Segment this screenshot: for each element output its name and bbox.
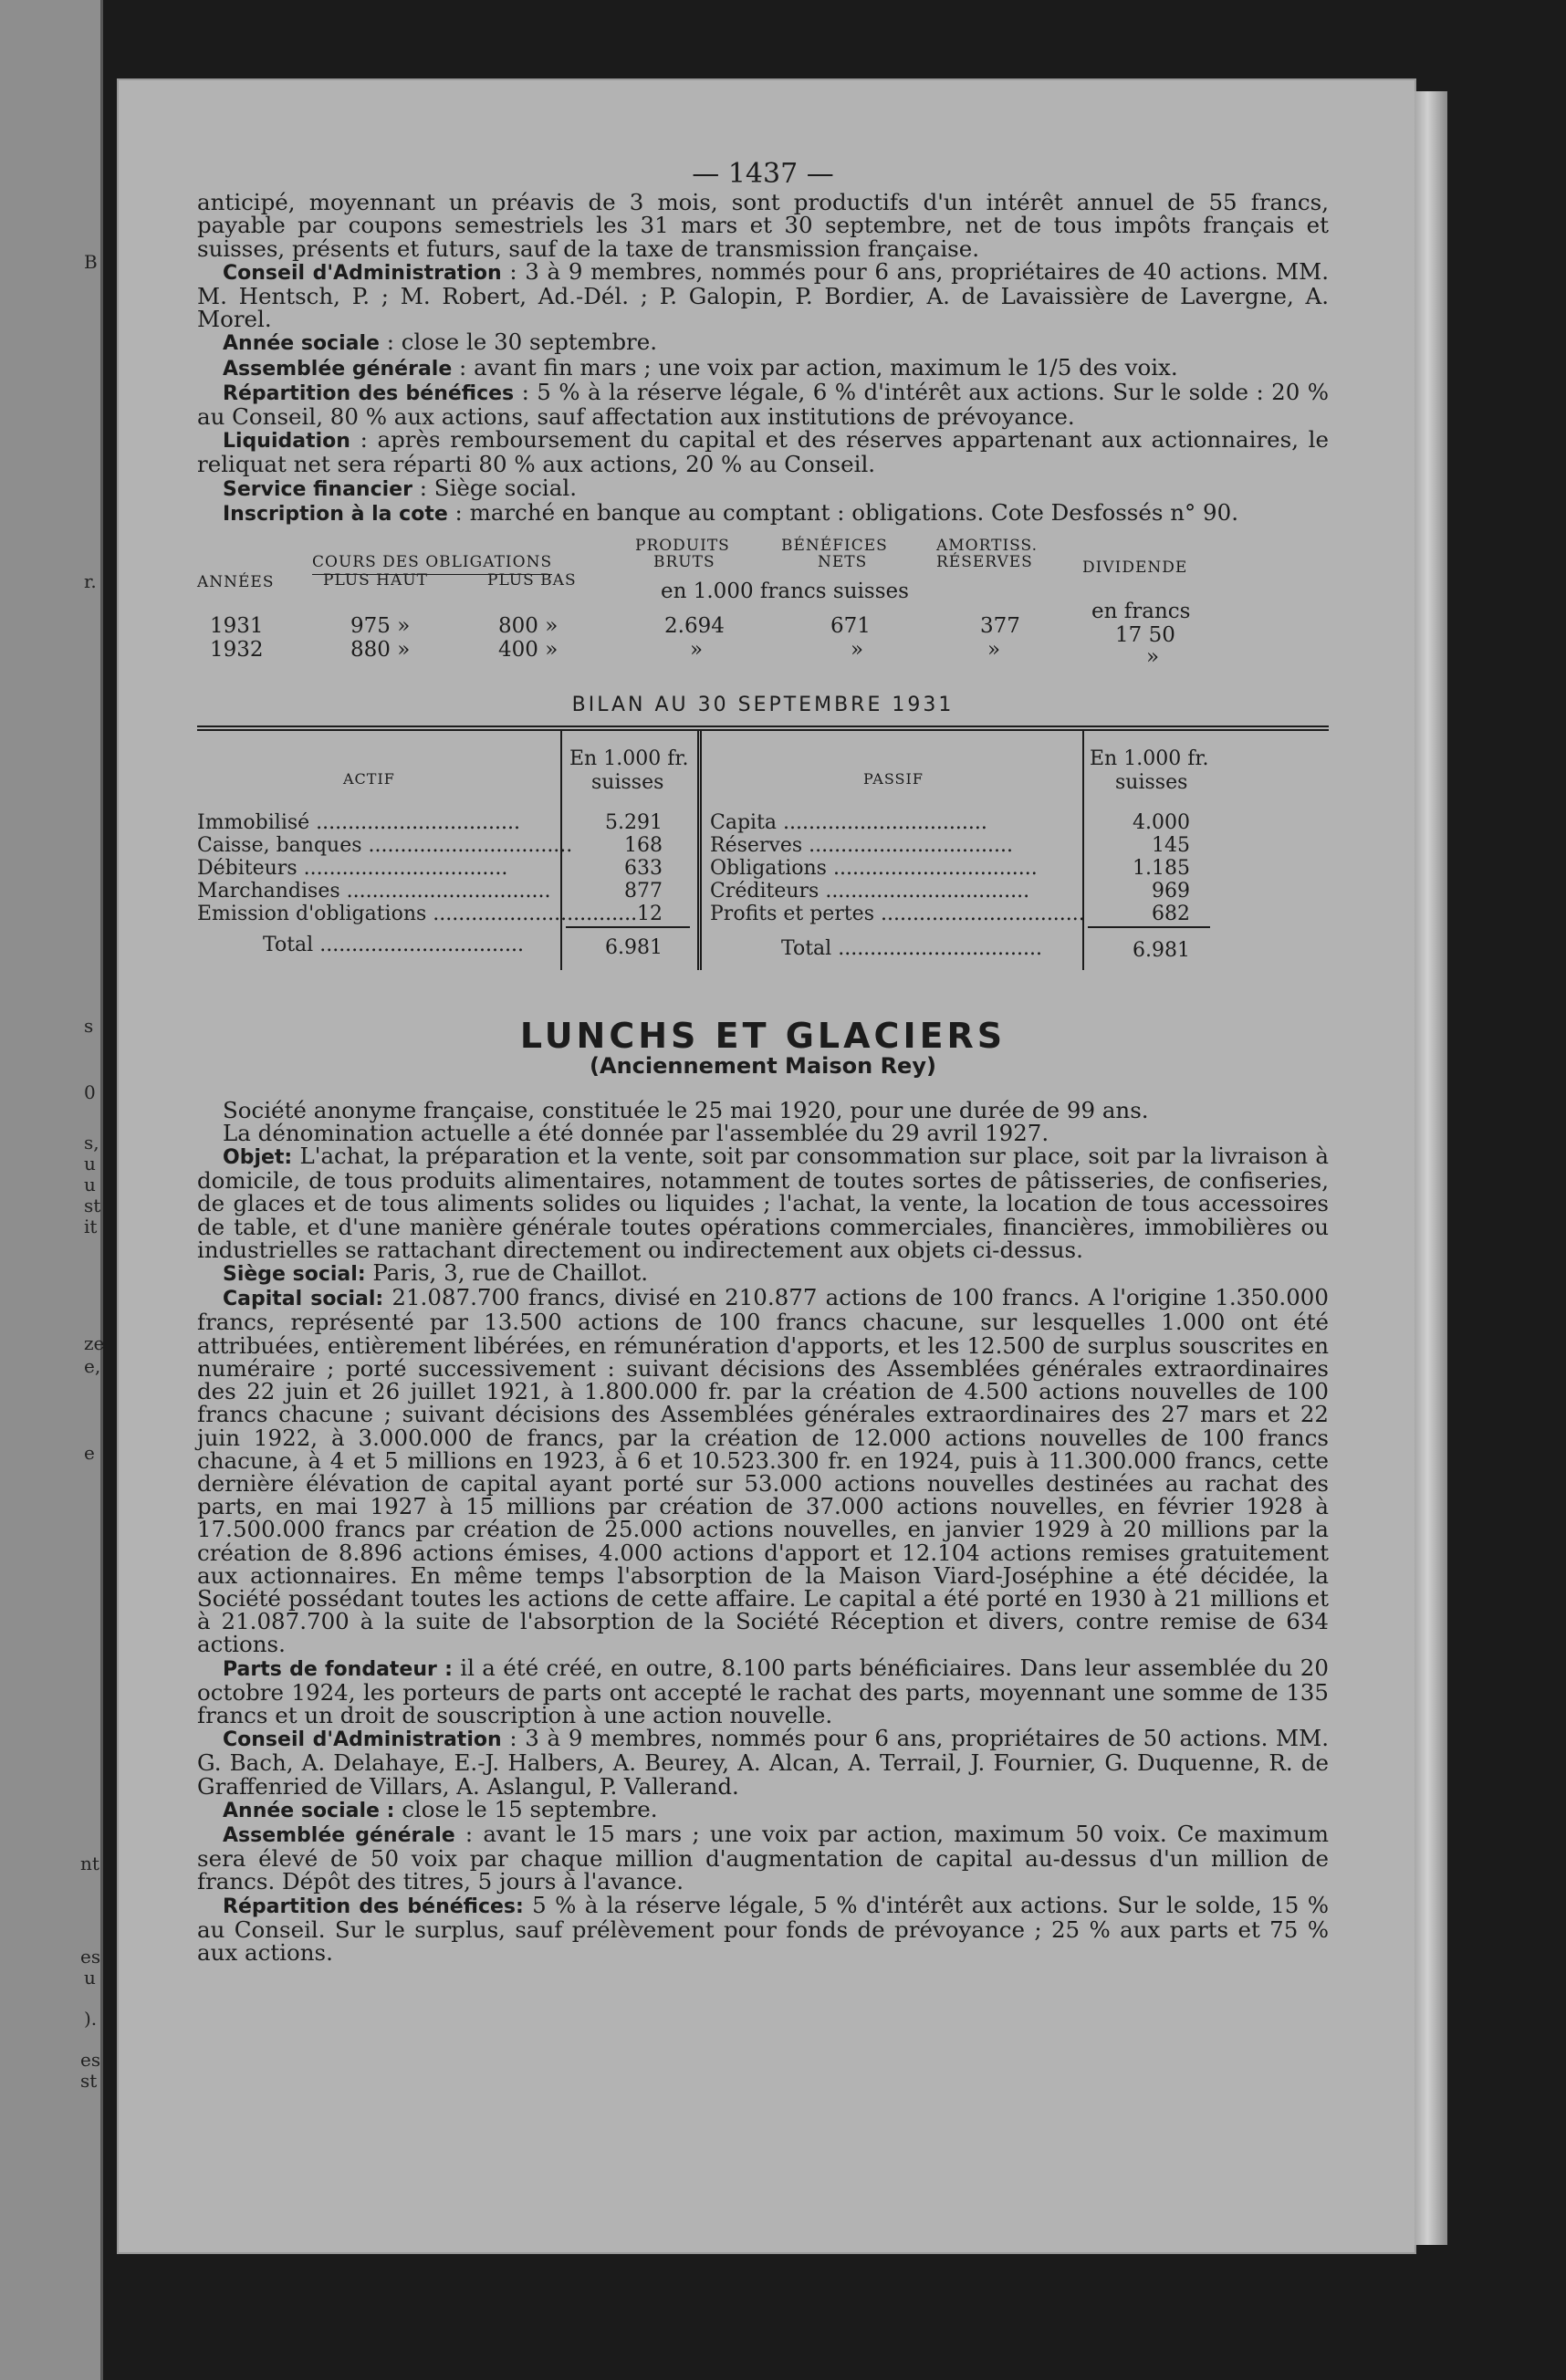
row-dividende: » bbox=[1146, 645, 1160, 670]
para-label: Conseil d'Administration bbox=[223, 261, 502, 285]
s1-para-annee bbox=[197, 330, 1329, 355]
passif-row: Capita ................................ bbox=[710, 811, 987, 835]
actif-total-label: Total bbox=[263, 934, 314, 957]
actif-row-label: Marchandises bbox=[197, 880, 340, 903]
facing-page-fragment: es bbox=[80, 1946, 101, 1968]
para-text: il a été créé, en outre, 8.100 parts bénéficiaires. Dans leur assemblée du 20 octobre 1924, les porteurs de parts ont accepté le rachat des parts, moyennant une somme de 135 francs et un droit de souscription à une action nouvelle. bbox=[197, 1654, 1329, 1728]
header-reserves: RÉSERVES bbox=[936, 553, 1033, 572]
passif-row: Réserves ................................ bbox=[710, 834, 1013, 858]
passif-row-label: Profits et pertes bbox=[710, 903, 874, 926]
passif-row-label: Capita bbox=[710, 811, 778, 835]
actif-header: ACTIF bbox=[343, 770, 395, 788]
para-label: Parts de fondateur : bbox=[223, 1657, 453, 1681]
section-title: LUNCHS ET GLACIERS bbox=[519, 1016, 1007, 1057]
header-plus-haut: PLUS HAUT bbox=[323, 571, 428, 590]
s1-para-repartition bbox=[197, 378, 1329, 431]
page-number: — 1437 — bbox=[692, 158, 834, 190]
s2-para-siege bbox=[197, 1261, 1329, 1286]
para-label: Répartition des bénéfices: bbox=[223, 1895, 524, 1918]
actif-row: Immobilisé ................................ bbox=[197, 811, 520, 835]
row-dividende: 17 50 bbox=[1115, 623, 1175, 648]
facing-page-fragment: s bbox=[84, 1015, 94, 1037]
actif-row-value: 633 bbox=[624, 857, 663, 881]
passif-total-rule bbox=[1088, 926, 1210, 928]
para-label: Année sociale bbox=[223, 332, 380, 356]
facing-page-fragment: u bbox=[84, 1174, 96, 1195]
passif-unit-bottom: suisses bbox=[1115, 771, 1188, 795]
para-text: Paris, 3, rue de Chaillot. bbox=[365, 1259, 649, 1287]
balance-sheet bbox=[197, 725, 1329, 970]
passif-row-value: 1.185 bbox=[1133, 857, 1190, 881]
actif-row: Caisse, banques ................................ bbox=[197, 834, 573, 858]
s2-para-annee bbox=[197, 1795, 1329, 1822]
actif-unit-bottom: suisses bbox=[591, 771, 664, 795]
actif-row-label: Débiteurs bbox=[197, 857, 298, 881]
facing-page-fragment: st bbox=[84, 1195, 101, 1216]
facing-page-fragment: ze bbox=[84, 1332, 105, 1354]
row-plus-haut: 975 » bbox=[350, 614, 411, 639]
passif-row-value: 4.000 bbox=[1133, 811, 1190, 835]
row-annee: 1931 bbox=[210, 614, 264, 639]
actif-row-label: Caisse, banques bbox=[197, 834, 362, 858]
para-text: : avant le 15 mars ; une voix par action, maximum 50 voix. Ce maximum sera élevé de 50 voix par chaque million d'augmentation de capital au-dessus d'un million de francs. Dépôt des titres, 5 jours à l'avance. bbox=[197, 1820, 1329, 1895]
passif-row: Obligations ................................ bbox=[710, 857, 1038, 881]
row-plus-haut: 880 » bbox=[350, 638, 411, 663]
para-label: Répartition des bénéfices bbox=[223, 381, 515, 405]
facing-page-fragment: ). bbox=[84, 2008, 98, 2030]
header-produits: PRODUITS bbox=[635, 537, 730, 556]
para-text: 21.087.700 francs, divisé en 210.877 actions de 100 francs. A l'origine 1.350.000 francs, représenté par 13.500 actions de 100 francs chacune, sur lesquelles 1.000 ont été attribuées, entièrement libérées, en rémunération d'apports, et les 12.500 de surplus souscrites en numéraire ; porté successivement : suivant décisions des Assemblées générales extraordinaires des 22 juin et 26 juillet 1921, à 1.800.000 fr. par la création de 4.500 actions nouvelles de 100 francs chacune ; suivant décisions des Assemblées générales extraordinaires des 27 mars et 22 juin 1922, à 3.000.000 de francs, par la création de 12.000 actions nouvelles de 100 francs chacune, à 4 et 5 millions en 1923, à 6 et 10.523.300 fr. en 1924, puis à 11.300.000 francs, cette dernière élévation de capital ayant porté sur 53.000 actions nouvelles destinées au rachat des parts, en mai 1927 à 15 millions par création de 37.000 actions nouvelles, en février 1928 à 17.500.000 francs par création de 25.000 actions nouvelles, en janvier 1929 à 20 millions par la création de 8.896 actions émises, 4.000 actions d'apport et 12.104 actions remises gratuitement aux actionnaires. En même temps l'absorption de la Maison Viard-Joséphine a été décidée, la Société possédant toutes les actions de cette affaire. Le capital a été porté en 1930 à 21 millions et à 21.087.700 à la suite de l'absorption de la Société Réception et divers, contre remise de 634 actions. bbox=[197, 1284, 1329, 1658]
actif-total-row: Total ................................ bbox=[263, 934, 524, 957]
row-bruts: 2.694 bbox=[664, 614, 725, 639]
s1-para-liquidation bbox=[197, 426, 1329, 478]
col-divider bbox=[1082, 731, 1084, 970]
passif-row-value: 969 bbox=[1152, 880, 1190, 903]
facing-page-edge bbox=[0, 0, 103, 2380]
passif-header: PASSIF bbox=[863, 770, 924, 788]
s2-para-assemblee bbox=[197, 1822, 1329, 1894]
actif-row-value: 5.291 bbox=[605, 811, 663, 835]
para-text: : Siège social. bbox=[412, 474, 577, 501]
actif-row: Marchandises ................................ bbox=[197, 880, 551, 903]
para-label: Inscription à la cote bbox=[223, 502, 448, 526]
actif-row-value: 877 bbox=[624, 880, 663, 903]
facing-page-fragment: s, bbox=[84, 1132, 99, 1153]
passif-row: Créditeurs ................................ bbox=[710, 880, 1030, 903]
document-page bbox=[119, 80, 1415, 2252]
para-text: : 5 % à la réserve légale, 6 % d'intérêt aux actions. Sur le solde : 20 % au Conseil, 80 % aux actions, sauf affectation aux institutions de prévoyance. bbox=[197, 378, 1329, 431]
actif-total-rule bbox=[566, 926, 690, 928]
facing-page-fragment: e bbox=[84, 1442, 95, 1464]
section-subtitle: (Anciennement Maison Rey) bbox=[590, 1053, 936, 1080]
actif-row-label: Immobilisé bbox=[197, 811, 310, 835]
facing-page-fragment: e, bbox=[84, 1355, 101, 1377]
para-label: Siège social: bbox=[223, 1263, 366, 1287]
para-text: L'achat, la préparation et la vente, soit par consommation sur place, soit par la livraison à domicile, de tous produits alimentaires, notamment de toutes sortes de pâtisseries, de confiseries, de glaces et de tous aliments solides ou liquides ; l'achat, la vente, la location de tous accessoires de table, et d'une manière générale toutes opérations commerciales, financières, immobilières ou industrielles se rattachant directement ou indirectement aux objets ci-dessus. bbox=[197, 1143, 1329, 1263]
passif-row-label: Réserves bbox=[710, 834, 803, 858]
s1-para-assemblee bbox=[197, 353, 1329, 381]
s1-para-conseil bbox=[197, 257, 1329, 333]
passif-unit-top: En 1.000 fr. bbox=[1090, 747, 1209, 771]
actif-row: Débiteurs ................................ bbox=[197, 857, 508, 881]
s2-intro-2: La dénomination actuelle a été donnée par l'assemblée du 29 avril 1927. bbox=[223, 1119, 1049, 1146]
header-nets: NETS bbox=[818, 553, 868, 572]
passif-row-label: Obligations bbox=[710, 857, 827, 881]
header-plus-bas: PLUS BAS bbox=[487, 571, 577, 590]
passif-row-label: Créditeurs bbox=[710, 880, 820, 903]
para-label: Année sociale : bbox=[223, 1799, 395, 1822]
actif-total-value: 6.981 bbox=[605, 936, 663, 960]
bilan-title: BILAN AU 30 SEPTEMBRE 1931 bbox=[571, 694, 955, 717]
para-text: : 3 à 9 membres, nommés pour 6 ans, propriétaires de 50 actions. MM. G. Bach, A. Delahaye, E.-J. Halbers, A. Beurey, A. Alcan, A. Terrail, J. Fournier, G. Duquenne, R. de Graffenried de Villars, A. Aslangul, P. Vallerand. bbox=[197, 1725, 1329, 1800]
para-text: : 3 à 9 membres, nommés pour 6 ans, propriétaires de 40 actions. MM. M. Hentsch, P. ; M. Robert, Ad.-Dél. ; P. Galopin, P. Bordier, A. de Lavaissière de Lavergne, A. Morel. bbox=[197, 257, 1329, 333]
facing-page-fragment: u bbox=[84, 1967, 96, 1989]
page-edge-stack bbox=[1415, 91, 1447, 2245]
facing-page-fragment: u bbox=[84, 1153, 96, 1174]
s2-para-objet bbox=[197, 1144, 1329, 1261]
passif-row-value: 145 bbox=[1152, 834, 1190, 858]
para-text: : marché en banque au comptant : obligations. Cote Desfossés n° 90. bbox=[447, 498, 1238, 526]
passif-row: Profits et pertes ................................ bbox=[710, 903, 1085, 926]
header-annees: ANNÉES bbox=[197, 573, 275, 592]
header-dividende: DIVIDENDE bbox=[1082, 558, 1188, 578]
actif-row-label: Emission d'obligations bbox=[197, 903, 427, 926]
facing-page-fragment: nt bbox=[80, 1853, 99, 1874]
actif-row: Emission d'obligations ................................ bbox=[197, 903, 638, 926]
header-unit: en 1.000 francs suisses bbox=[661, 579, 909, 604]
s2-intro-1: Société anonyme française, constituée le 25 mai 1920, pour une durée de 99 ans. bbox=[223, 1096, 1149, 1123]
facing-page-fragment: es bbox=[80, 2049, 101, 2071]
para-label: Service financier bbox=[223, 477, 412, 501]
facing-page-fragment: B bbox=[84, 251, 98, 273]
facing-page-fragment: st bbox=[80, 2070, 98, 2092]
header-cours: COURS DES OBLIGATIONS bbox=[312, 551, 552, 575]
actif-row-value: 12 bbox=[637, 903, 663, 926]
para-text: : après remboursement du capital et des réserves appartenant aux actionnaires, le reliquat net sera réparti 80 % aux actions, 20 % au Conseil. bbox=[197, 426, 1329, 478]
para-text: 5 % à la réserve légale, 5 % d'intérêt aux actions. Sur le solde, 15 % au Conseil. Sur le surplus, sauf prélèvement pour fonds de prévoyance ; 25 % aux parts et 75 % aux actions. bbox=[197, 1891, 1330, 1966]
actif-unit-top: En 1.000 fr. bbox=[569, 747, 689, 771]
para-label: Assemblée générale bbox=[223, 1823, 455, 1847]
actif-row-value: 168 bbox=[624, 834, 663, 858]
header-en-francs: en francs bbox=[1091, 600, 1191, 624]
s2-para-parts bbox=[197, 1656, 1329, 1728]
col-divider bbox=[697, 731, 702, 970]
row-bruts: » bbox=[690, 638, 704, 663]
passif-total-label: Total bbox=[781, 937, 832, 961]
row-plus-bas: 800 » bbox=[498, 614, 559, 639]
row-nets: 671 bbox=[830, 614, 871, 639]
passif-total-value: 6.981 bbox=[1133, 939, 1190, 963]
s2-para-conseil bbox=[197, 1727, 1329, 1798]
s1-para-service bbox=[197, 476, 1329, 501]
row-nets: » bbox=[851, 638, 864, 663]
header-benefices: BÉNÉFICES bbox=[781, 537, 888, 556]
header-amortiss: AMORTISS. bbox=[936, 537, 1038, 556]
para-label: Capital social: bbox=[223, 1288, 384, 1311]
header-bruts: BRUTS bbox=[653, 553, 715, 572]
facing-page-fragment: it bbox=[84, 1216, 98, 1237]
stats-table bbox=[197, 535, 1329, 681]
row-reserves: 377 bbox=[980, 614, 1020, 639]
s2-para-capital bbox=[197, 1284, 1329, 1658]
para-label: Assemblée générale bbox=[223, 357, 453, 381]
row-plus-bas: 400 » bbox=[498, 638, 559, 663]
para-label: Objet: bbox=[223, 1146, 293, 1170]
intro-text: anticipé, moyennant un préavis de 3 mois, sont productifs d'un intérêt annuel de 55 francs, payable par coupons semestriels les 31 mars et 30 septembre, net de tous impôts français et suisses, présents et futurs, sauf de la taxe de transmission française. bbox=[197, 189, 1329, 262]
passif-total-row: Total ................................ bbox=[781, 937, 1042, 961]
para-text: close le 15 septembre. bbox=[394, 1795, 658, 1822]
facing-page-fragment: r. bbox=[84, 570, 97, 592]
s2-para-repartition bbox=[197, 1891, 1330, 1966]
para-label: Conseil d'Administration bbox=[223, 1728, 502, 1752]
para-text: : close le 30 septembre. bbox=[379, 329, 658, 356]
row-annee: 1932 bbox=[210, 638, 264, 663]
page-content bbox=[197, 158, 1330, 1966]
passif-row-value: 682 bbox=[1152, 903, 1190, 926]
facing-page-fragment: 0 bbox=[84, 1081, 96, 1103]
s1-para-inscription bbox=[197, 498, 1329, 526]
row-reserves: » bbox=[987, 638, 1001, 663]
para-text: : avant fin mars ; une voix par action, maximum le 1/5 des voix. bbox=[452, 353, 1178, 381]
para-label: Liquidation bbox=[223, 430, 350, 454]
